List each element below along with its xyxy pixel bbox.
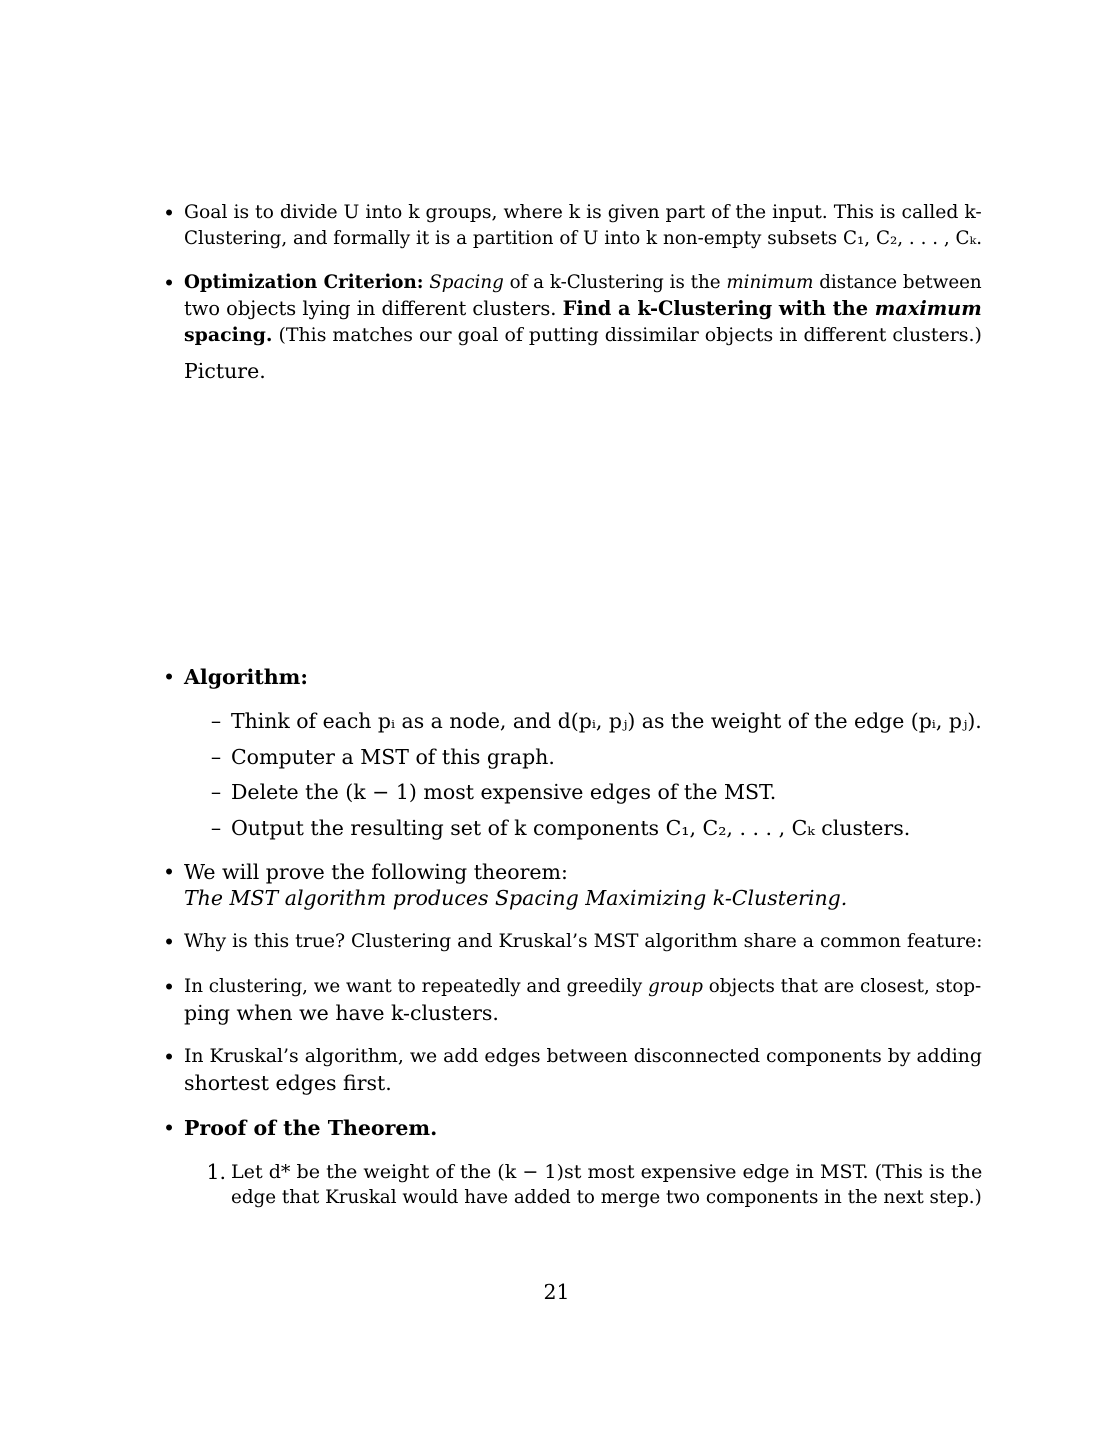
clustering-text-1: In clustering, we want to repeatedly and greedily xyxy=(184,976,649,997)
proof-item-line-1: Let d* be the weight of the (k − 1)st most expensive edge in MST. (This is the xyxy=(231,1161,983,1183)
goal-line-1: Goal is to divide U into k groups, where k is given part of the input. This is called k- xyxy=(184,202,982,223)
dash-icon: – xyxy=(210,709,222,733)
algorithm-step: Output the resulting set of k components C₁, C₂, . . . , Cₖ clusters. xyxy=(231,816,911,840)
theorem-paragraph xyxy=(184,859,982,911)
spacing-term: Spacing xyxy=(429,272,504,293)
spacing-bold: spacing. xyxy=(184,324,273,346)
theorem-intro: We will prove the following theorem: xyxy=(184,860,568,884)
algorithm-step: Think of each pᵢ as a node, and d(pᵢ, pⱼ) as the weight of the edge (pᵢ, pⱼ). xyxy=(231,709,982,733)
bullet-icon: • xyxy=(162,860,176,884)
bullet-icon: • xyxy=(162,271,176,295)
clustering-line-1 xyxy=(184,974,982,1000)
algorithm-heading-text: Algorithm: xyxy=(184,665,308,689)
optimization-line-3-text: (This matches our goal of putting dissimilar objects in different clusters.) xyxy=(272,324,982,346)
picture-label: Picture. xyxy=(184,359,266,383)
kruskal-paragraph xyxy=(184,1044,982,1096)
goal-line-2: Clustering, and formally it is a partition of U into k non-empty subsets C₁, C₂, . . . , Cₖ. xyxy=(184,228,983,249)
maximum-term: maximum xyxy=(874,297,982,320)
optimization-text-2: distance between xyxy=(813,272,982,293)
proof-item-line-2: edge that Kruskal would have added to merge two components in the next step.) xyxy=(231,1187,982,1208)
optimization-label: Optimization Criterion: xyxy=(184,272,424,293)
bullet-icon: • xyxy=(162,930,176,954)
bullet-icon: • xyxy=(162,665,176,689)
kruskal-line-2: shortest edges first. xyxy=(184,1071,392,1095)
page-number: 21 xyxy=(543,1280,570,1304)
bullet-icon: • xyxy=(162,1045,176,1069)
proof-item-number: 1. xyxy=(206,1160,226,1184)
clustering-line-2: ping when we have k-clusters. xyxy=(184,1001,499,1025)
algorithm-heading xyxy=(184,664,982,690)
optimization-line-1 xyxy=(184,270,982,296)
proof-item xyxy=(231,1159,982,1211)
optimization-line-2 xyxy=(184,296,982,322)
group-term: group xyxy=(648,976,703,997)
minimum-term: minimum xyxy=(726,272,814,293)
optimization-paragraph xyxy=(184,270,982,384)
kruskal-line-1: In Kruskal’s algorithm, we add edges between disconnected components by adding xyxy=(184,1046,982,1067)
theorem-statement: The MST algorithm produces Spacing Maximizing k-Clustering. xyxy=(184,886,848,910)
optimization-line-3 xyxy=(184,322,982,348)
proof-heading xyxy=(184,1115,982,1141)
algorithm-step: Delete the (k − 1) most expensive edges of the MST. xyxy=(231,780,777,804)
bullet-icon: • xyxy=(162,975,176,999)
bullet-icon: • xyxy=(162,201,176,225)
dash-icon: – xyxy=(210,780,222,804)
find-statement: Find a k-Clustering with the xyxy=(562,297,875,320)
proof-heading-text: Proof of the Theorem. xyxy=(184,1116,438,1140)
optimization-text-1: of a k-Clustering is the xyxy=(503,272,727,293)
optimization-line-2-text: two objects lying in different clusters. xyxy=(184,297,563,320)
dash-icon: – xyxy=(210,816,222,840)
bullet-icon: • xyxy=(162,1116,176,1140)
clustering-paragraph xyxy=(184,974,982,1026)
why-paragraph: Why is this true? Clustering and Kruskal’s MST algorithm share a common feature: xyxy=(184,931,983,952)
algorithm-step: Computer a MST of this graph. xyxy=(231,745,555,769)
clustering-text-2: objects that are closest, stop- xyxy=(702,976,982,997)
dash-icon: – xyxy=(210,745,222,769)
goal-paragraph xyxy=(184,200,982,252)
